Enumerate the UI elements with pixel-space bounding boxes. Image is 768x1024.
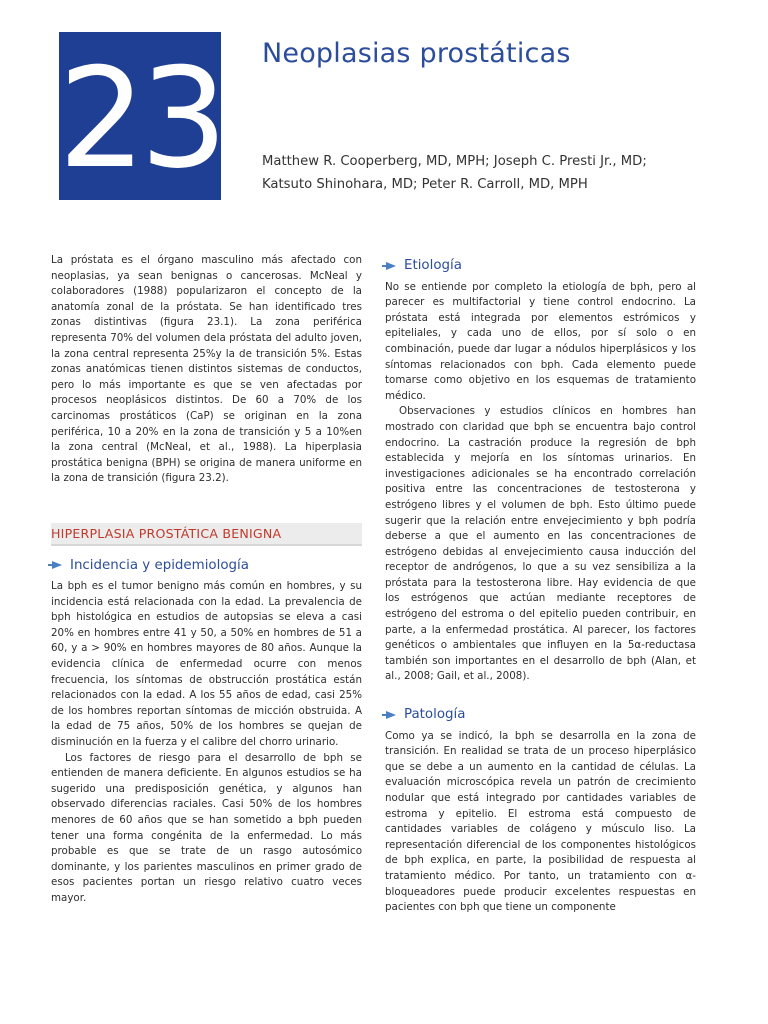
paragraph: La bph es el tumor benigno más común en hombres, y su incidencia está relacionada con la edad. La prevalencia de bph histológica en estudios de autopsias se eleva a casi 20% en hombres entre 41 y 50, a 50% en hombres de 51 a 60, y a > 90% en hombres mayores de 80 años. Aunque la evidencia clínica de enfermedad ocurre con menos frecuencia, los síntomas de obstrucción prostática están relacionados con la edad. A los 55 años de edad, casi 25% de los hombres reportan síntomas de micción obstruida. A la edad de 75 años, 50% de los hombres se quejan de disminución en la fuerza y el calibre del chorro urinario. — [51, 580, 362, 749]
subsection-heading-incidencia — [51, 558, 362, 574]
subsection-label: Patología — [404, 707, 466, 723]
chapter-number-box — [59, 32, 221, 200]
authors — [262, 150, 722, 196]
paragraph: No se entiende por completo la etiología de bph, pero al parecer es multifactorial y tiene control endocrino. La próstata está integrada por elementos estrómicos y epiteliales, y cada uno de ellos, por sí solo o en combinación, puede dar lugar a nódulos hiperplásicos y los síntomas relacionados con bph. Cada elemento puede tomarse como objetivo en los esquemas de tratamiento médico. — [385, 280, 696, 402]
authors-line-2: Katsuto Shinohara, MD; Peter R. Carroll, MD, MPH — [262, 177, 588, 192]
left-column — [51, 253, 362, 907]
paragraph: Como ya se indicó, la bph se desarrolla en la zona de transición. En realidad se trata de un proceso hiperplásico que se debe a un aumento en la cantidad de células. La evaluación microscópica revela un patrón de crecimiento nodular que está integrado por cantidades variables de estroma y epitelio. El estroma está compuesto de cantidades variables de colágeno y músculo liso. La representación diferencial de los componentes histológicos de bph explica, en parte, la posibilidad de respuesta al tratamiento médico. Por tanto, un tratamiento con α-bloqueadores puede producir excelentes respuestas en pacientes con bph que tiene un componente — [385, 729, 696, 914]
arrow-right-icon — [386, 262, 396, 270]
paragraph: Los factores de riesgo para el desarrollo de bph se entienden de manera deficiente. En algunos estudios se ha sugerido una predisposición genética, y algunos han observado diferencias raciales. Casi 50% de los hombres menores de 60 años que se han sometido a bph pueden tener una forma congénita de la enfermedad. Lo más probable es que se trate de un rasgo autosómico dominante, y los parientes masculinos en primer grado de esos pacientes portan un riesgo relativo cuatro veces mayor. — [51, 751, 362, 904]
section-title-bph: HIPERPLASIA PROSTÁTICA BENIGNA — [51, 523, 362, 546]
subsection-label: Etiología — [404, 258, 462, 273]
subsection-label: Incidencia y epidemiología — [70, 557, 249, 573]
arrow-right-icon — [52, 561, 62, 569]
subsection-heading-etiologia — [385, 258, 696, 274]
paragraph: Observaciones y estudios clínicos en hombres han mostrado con claridad que bph se encuentra bajo control endocrino. La castración produce la regresión de bph establecida y mejoría en los síntomas urinarios. En investigaciones adicionales se ha encontrado correlación positiva entre las concentraciones de testosterona y estrógeno libres y el volumen de bph. Esto último puede sugerir que la relación entre envejecimiento y bph podría deberse a que el aumento en las concentraciones de estrógeno debidas al envejecimiento causa inducción del receptor de andrógenos, lo que a su vez sensibiliza a la próstata para la testosterona libre. Hay evidencia de que los estrógenos que actúan mediante receptores de estrógeno del estroma o del epitelio pueden contribuir, en parte, a la enfermedad prostática. Al parecer, los factores genéticos o ambientales que influyen en la 5α-reductasa también son importantes en el desarrollo de bph (Alan, et al., 2008; Gail, et al., 2008). — [385, 405, 696, 683]
authors-line-1: Matthew R. Cooperberg, MD, MPH; Joseph C. Presti Jr., MD; — [262, 154, 647, 169]
arrow-right-icon — [386, 711, 396, 719]
subsection-heading-patologia — [385, 707, 696, 723]
chapter-number: 23 — [58, 38, 222, 199]
chapter-title: Neoplasias prostáticas — [262, 38, 571, 69]
right-column — [385, 258, 696, 916]
intro-paragraph: La próstata es el órgano masculino más afectado con neoplasias, ya sean benignas o cancerosas. McNeal y colaboradores (1988) popularizaron el concepto de la anatomía zonal de la próstata. Se han identificado tres zonas distintivas (figura 23.1). La zona periférica representa 70% del volumen dela próstata del adulto joven, la zona central representa 25%y la de transición 5%. Estas zonas anatómicas tienen distintos sistemas de conductos, pero lo más importante es que se ven afectadas por procesos neoplásicos distintos. De 60 a 70% de los carcinomas prostáticos (CaP) se originan en la zona periférica, 10 a 20% en la zona de transición y 5 a 10%en la zona central (McNeal, et al., 1988). La hiperplasia prostática benigna (BPH) se origina de manera uniforme en la zona de transición (figura 23.2). — [51, 254, 362, 485]
